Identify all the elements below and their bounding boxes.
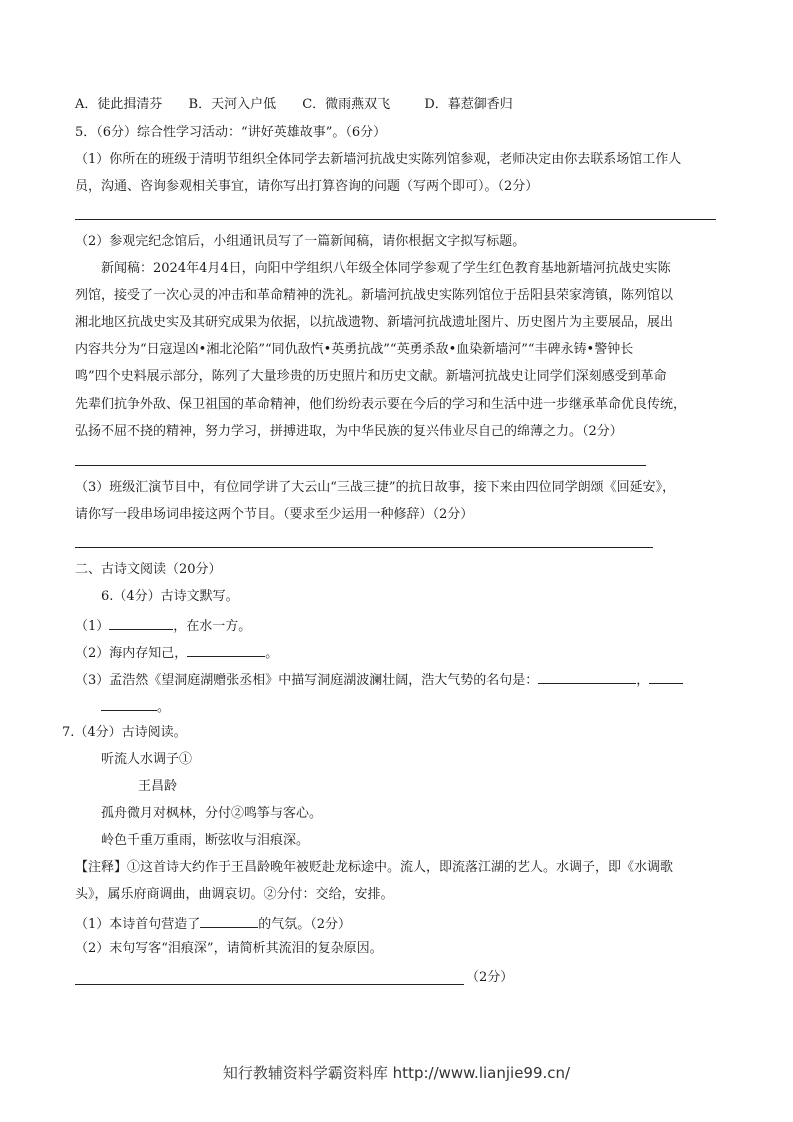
blank-field[interactable]	[200, 913, 258, 928]
poem-title: 听流人水调子①	[101, 752, 193, 767]
blank-field[interactable]	[109, 615, 173, 630]
blank-field[interactable]	[649, 669, 683, 684]
q5-header: 5．（6分）综合性学习活动：“讲好英雄故事”。（6分）	[75, 125, 387, 140]
news-line: 鸣”四个史料展示部分，陈列了大量珍贵的历史照片和历史文献。新墙河抗战史让同学们深刻感受到革命	[75, 369, 667, 384]
q4-options	[75, 96, 513, 114]
poem-author: 王昌龄	[138, 779, 178, 794]
q5-part3-line1: （3）班级汇演节目中，有位同学讲了大云山“三战三捷”的抗日故事，接下来由四位同学朗颂《回延安》，	[75, 480, 676, 495]
news-line: 新闻稿：2024年4月4日，向阳中学组织八年级全体同学参观了学生红色教育基地新墙河抗战史实陈	[101, 261, 671, 276]
q7-sub1: （1）本诗首句营造了 的气氛。（2分）	[75, 913, 351, 934]
q6-line3: （3）孟浩然《望洞庭湖赠张丞相》中描写洞庭湖波澜壮阔，浩大气势的名句是： ，	[75, 669, 683, 690]
option-c: C．微雨燕双飞	[302, 97, 391, 112]
answer-line-q5-1[interactable]	[75, 219, 716, 220]
q6-line1: （1） ，在水一方。	[75, 615, 251, 636]
answer-line-q7-2[interactable]	[75, 984, 464, 985]
q7-sub2: （2）末句写客“泪痕深”，请简析其流泪的复杂原因。	[75, 941, 383, 956]
annotation-line1: 【注释】①这首诗大约作于王昌龄晚年被贬赴龙标途中。流人，即流落江湖的艺人。水调子，即《水调歌	[75, 860, 674, 875]
q6-line2: （2）海内存知己， 。	[75, 642, 278, 663]
answer-line-q5-3[interactable]	[75, 547, 653, 548]
q7-sub2-score: （2分）	[466, 970, 514, 985]
q6-line3-cont: 。	[101, 696, 170, 717]
q7-header: 7.（4分）古诗阅读。	[62, 725, 187, 740]
news-line: 列馆，接受了一次心灵的冲击和革命精神的洗礼。新墙河抗战史实陈列馆位于岳阳县荣家湾镇，陈列馆以	[75, 288, 674, 303]
q5-part1-line2: 员，沟通、咨询参观相关事宜，请你写出打算咨询的问题（写两个即可）。（2分）	[75, 179, 539, 194]
news-line: 弘扬不屈不挠的精神，努力学习，拼搏进取，为中华民族的复兴伟业尽自己的绵薄之力。（2分）	[75, 424, 623, 439]
news-line: 先辈们抗争外敌、保卫祖国的革命精神，他们纷纷表示要在今后的学习和生活中进一步继承革命优良传统，	[75, 397, 687, 412]
section-heading: 二、古诗文阅读（20分）	[75, 562, 222, 577]
annotation-line2: 头》，属乐府商调曲，曲调哀切。②分付：交给，安排。	[75, 887, 394, 902]
footer-watermark: 知行教辅资料学霸资料库 http://www.lianjie99.cn/	[222, 1064, 571, 1082]
poem-verse: 孤舟微月对枫林，分付②鸣筝与客心。	[101, 806, 323, 821]
q5-part1-line1: （1）你所在的班级于清明节组织全体同学去新墙河抗战史实陈列馆参观，老师决定由你去联系场馆工作人	[75, 152, 682, 167]
poem-verse: 岭色千重万重雨，断弦收与泪痕深。	[101, 833, 310, 848]
q6-header: 6.（4分）古诗文默写。	[101, 589, 239, 604]
blank-field[interactable]	[538, 669, 636, 684]
blank-field[interactable]	[187, 642, 265, 657]
option-a: A．徒此揖清芬	[75, 97, 163, 112]
answer-line-q5-2[interactable]	[75, 465, 646, 466]
news-line: 内容共分为“日寇逞凶•湘北沦陷”“同仇敌忾•英勇抗战”“英勇杀敌•血染新墙河”“丰碑永铸•警钟长	[75, 342, 634, 357]
news-line: 湘北地区抗战史实及其研究成果为依据，以抗战遗物、新墙河抗战遗址图片、历史图片为主要展品，展出	[75, 315, 674, 330]
q5-part2-title: （2）参观完纪念馆后，小组通讯员写了一篇新闻稿，请你根据文字拟写标题。	[75, 234, 526, 249]
q5-part3-line2: 请你写一段串场词串接这两个节目。（要求至少运用一种修辞）（2分）	[75, 507, 474, 522]
blank-field[interactable]	[101, 696, 157, 711]
option-d: D．暮惹御香归	[424, 97, 513, 112]
option-b: B．天河入户低	[188, 97, 277, 112]
